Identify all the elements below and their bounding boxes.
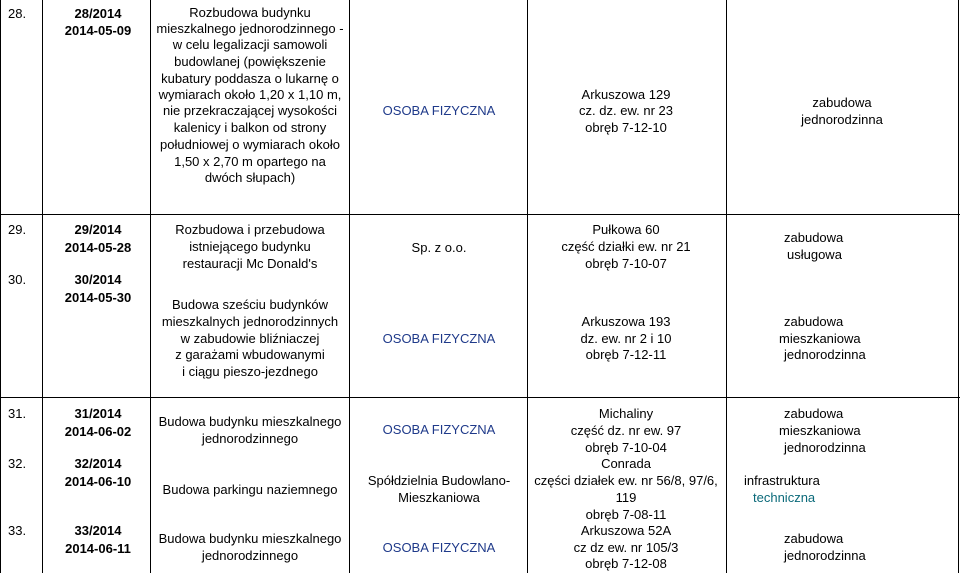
- row-29-no: 29.: [8, 222, 27, 237]
- row-33-location-2: cz dz ew. nr 105/3: [573, 540, 679, 555]
- row-28-description-8: kalenicy i balkon od strony: [173, 120, 327, 135]
- row-32-location-1: Conrada: [601, 456, 651, 471]
- row-32-date: 2014-06-10: [64, 474, 132, 489]
- row-31-type-3: jednorodzinna: [784, 440, 866, 455]
- row-32-investor-2: Mieszkaniowa: [398, 490, 480, 505]
- row-33-no: 33.: [8, 523, 27, 538]
- row-30-number: 30/2014: [74, 272, 122, 287]
- row-31-no: 31.: [8, 406, 27, 421]
- row-31-number: 31/2014: [74, 406, 122, 421]
- row-30-investor: OSOBA FIZYCZNA: [382, 331, 496, 346]
- row-31-location-2: część dz. nr ew. 97: [570, 423, 682, 438]
- row-33-location-3: obręb 7-12-08: [585, 556, 667, 571]
- row-30-description-1: Budowa sześciu budynków: [171, 297, 329, 312]
- row-28-description-10: 1,50 x 2,70 m opartego na: [174, 154, 326, 169]
- row-29-description-1: Rozbudowa i przebudowa: [175, 222, 325, 237]
- row-33-description-2: jednorodzinnego: [201, 548, 299, 563]
- row-31-description-1: Budowa budynku mieszkalnego: [158, 414, 342, 429]
- row-30-location-2: dz. ew. nr 2 i 10: [580, 331, 672, 346]
- row-32-type-1: infrastruktura: [744, 473, 820, 488]
- row-28-number: 28/2014: [74, 6, 122, 21]
- row-28-description-9: południowej o wymiarach około: [160, 137, 340, 152]
- row-31-date: 2014-06-02: [64, 424, 132, 439]
- row-28-location-3: obręb 7-12-10: [585, 120, 667, 135]
- row-31-location-3: obręb 7-10-04: [585, 440, 667, 455]
- grid-line-col3: [349, 0, 350, 573]
- row-31-type-1: zabudowa: [784, 406, 844, 421]
- row-33-date: 2014-06-11: [65, 541, 131, 556]
- row-30-type-3: jednorodzinna: [784, 347, 866, 362]
- row-29-description-3: restauracji Mc Donald's: [182, 256, 318, 271]
- grid-line-col2: [150, 0, 151, 573]
- row-29-number: 29/2014: [74, 222, 122, 237]
- grid-line-col1: [42, 0, 43, 573]
- row-28-description-1: Rozbudowa budynku: [189, 5, 311, 20]
- row-30-description-3: w zabudowie bliźniaczej: [180, 331, 320, 346]
- row-29-location-2: część działki ew. nr 21: [561, 239, 691, 254]
- row-30-description-5: i ciągu pieszo-jezdnego: [182, 364, 318, 379]
- row-30-description-4: z garażami wbudowanymi: [175, 347, 325, 362]
- row-32-number: 32/2014: [74, 456, 122, 471]
- row-28-location-2: cz. dz. ew. nr 23: [579, 103, 673, 118]
- row-33-number: 33/2014: [74, 523, 122, 538]
- grid-line-row2: [0, 397, 960, 398]
- row-28-description-7: nie przekraczającej wysokości: [162, 103, 338, 118]
- row-33-type-2: jednorodzinna: [784, 548, 866, 563]
- row-29-location-1: Pułkowa 60: [592, 222, 660, 237]
- row-30-date: 2014-05-30: [64, 290, 132, 305]
- row-32-location-3: 119: [615, 490, 637, 505]
- row-29-location-3: obręb 7-10-07: [585, 256, 667, 271]
- row-29-type-2: usługowa: [787, 247, 842, 262]
- row-29-date: 2014-05-28: [64, 240, 132, 255]
- row-28-investor: OSOBA FIZYCZNA: [382, 103, 496, 118]
- row-30-location-3: obręb 7-12-11: [585, 347, 667, 362]
- row-31-investor: OSOBA FIZYCZNA: [382, 422, 496, 437]
- row-28-type-2: jednorodzinna: [801, 112, 883, 127]
- row-29-investor: Sp. z o.o.: [411, 240, 467, 255]
- row-30-type-2: mieszkaniowa: [779, 331, 861, 346]
- row-28-no: 28.: [8, 6, 27, 21]
- row-32-type-2: techniczna: [753, 490, 816, 505]
- row-33-description-1: Budowa budynku mieszkalnego: [158, 531, 342, 546]
- row-29-type-1: zabudowa: [784, 230, 844, 245]
- row-30-type-1: zabudowa: [784, 314, 844, 329]
- row-33-location-1: Arkuszowa 52A: [580, 523, 672, 538]
- grid-line-col4: [527, 0, 528, 573]
- row-32-location-4: obręb 7-08-11: [585, 507, 667, 522]
- row-33-type-1: zabudowa: [784, 531, 844, 546]
- row-28-description-6: wymiarach około 1,20 x 1,10 m,: [158, 87, 342, 102]
- row-31-description-2: jednorodzinnego: [201, 431, 299, 446]
- row-31-location-1: Michaliny: [598, 406, 654, 421]
- row-28-description-11: dwóch słupach): [204, 170, 296, 185]
- row-28-location-1: Arkuszowa 129: [581, 87, 671, 102]
- grid-line-col6: [958, 0, 959, 573]
- row-30-description-2: mieszkalnych jednorodzinnych: [161, 314, 339, 329]
- row-32-investor-1: Spółdzielnia Budowlano-: [367, 473, 511, 488]
- row-30-location-1: Arkuszowa 193: [581, 314, 671, 329]
- row-28-date: 2014-05-09: [64, 23, 132, 38]
- row-29-description-2: istniejącego budynku: [189, 239, 311, 254]
- row-28-description-2: mieszkalnego jednorodzinnego -: [156, 21, 344, 36]
- row-28-description-4: budowlanej (powiększenie: [174, 54, 326, 69]
- row-28-description-3: w celu legalizacji samowoli: [172, 37, 328, 52]
- row-30-no: 30.: [8, 272, 27, 287]
- grid-line-col5: [726, 0, 727, 573]
- row-32-description-1: Budowa parkingu naziemnego: [162, 482, 338, 497]
- row-28-description-5: kubatury poddasza o lukarnę o: [161, 71, 339, 86]
- row-32-location-2: części działek ew. nr 56/8, 97/6,: [534, 473, 718, 488]
- row-32-no: 32.: [8, 456, 27, 471]
- row-28-type-1: zabudowa: [812, 95, 872, 110]
- grid-line-left: [0, 0, 1, 573]
- row-33-investor: OSOBA FIZYCZNA: [382, 540, 496, 555]
- row-31-type-2: mieszkaniowa: [779, 423, 861, 438]
- grid-line-row1: [0, 214, 960, 215]
